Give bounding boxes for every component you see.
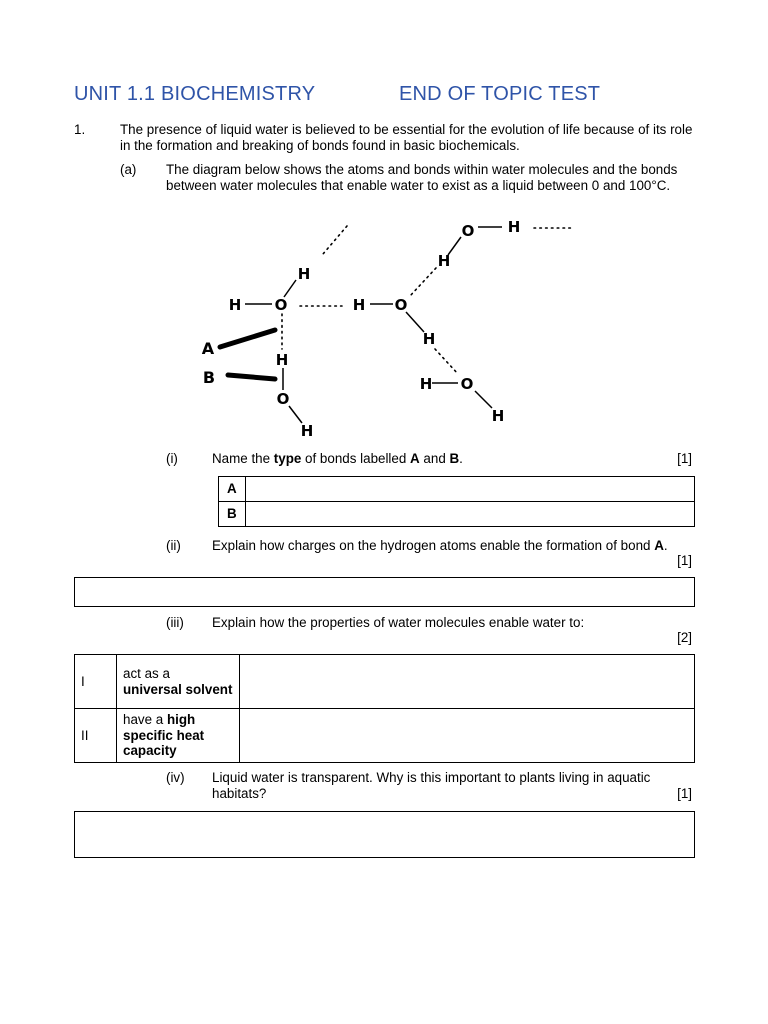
table-row xyxy=(219,477,695,502)
unit-title: UNIT 1.1 BIOCHEMISTRY xyxy=(74,83,316,105)
table-row xyxy=(75,655,695,709)
part-a-text: The diagram below shows the atoms and bonds within water molecules and the bonds between water molecules that enable water to exist as a liquid between 0 and 100°C. xyxy=(166,162,678,193)
hydrogen-bond xyxy=(323,226,347,254)
part-iii-label: (iii) xyxy=(166,615,184,630)
water-molecules-diagram xyxy=(0,0,768,450)
part-i-marks: [1] xyxy=(677,451,692,466)
part-iv-question: Liquid water is transparent. Why is this important to plants living in aquatic habitats? xyxy=(212,770,651,801)
atom-h: H xyxy=(422,330,436,348)
answer-iv-box[interactable] xyxy=(74,811,695,858)
text: Name the xyxy=(212,451,274,466)
part-i-label: (i) xyxy=(166,451,178,466)
covalent-bond xyxy=(289,406,302,423)
part-iii-marks: [2] xyxy=(677,630,692,645)
bond-type-table xyxy=(218,476,695,527)
bold-text: universal solvent xyxy=(123,681,233,697)
hydrogen-bond xyxy=(435,349,458,374)
hydrogen-bond xyxy=(410,268,436,296)
atom-o: O xyxy=(274,296,288,314)
table-row xyxy=(219,502,695,527)
covalent-bond xyxy=(475,391,492,408)
atom-h: H xyxy=(300,422,314,440)
part-ii-marks: [1] xyxy=(677,553,692,568)
bold-text: type xyxy=(273,451,302,466)
atom-h: H xyxy=(491,407,505,425)
atom-h: H xyxy=(507,218,521,236)
table-row xyxy=(75,709,695,763)
atom-h: H xyxy=(419,375,433,393)
test-title: END OF TOPIC TEST xyxy=(399,83,601,105)
row-number: I xyxy=(75,655,117,709)
text: Explain how charges on the hydrogen atoms enable the formation of bond xyxy=(212,538,651,553)
row-label: B xyxy=(219,502,246,527)
bold-text: B xyxy=(449,451,460,466)
question-intro: The presence of liquid water is believed to be essential for the evolution of life because of its role in the formation and breaking of bonds found in basic biochemicals. xyxy=(120,122,693,153)
atom-o: O xyxy=(394,296,408,314)
atom-h: H xyxy=(352,296,366,314)
row-label: A xyxy=(219,477,246,502)
label-a: A xyxy=(201,339,215,358)
atom-h: H xyxy=(437,252,451,270)
answer-heat-capacity-field[interactable] xyxy=(240,709,695,763)
part-i-question xyxy=(212,451,463,467)
part-a-label: (a) xyxy=(120,162,137,177)
atom-o: O xyxy=(461,222,475,240)
answer-ii-box[interactable] xyxy=(74,577,695,607)
label-b-pointer xyxy=(228,375,275,379)
atom-o: O xyxy=(276,390,290,408)
bold-text: A xyxy=(654,538,664,553)
atom-h: H xyxy=(297,265,311,283)
property-cell xyxy=(117,655,240,709)
property-cell xyxy=(117,709,240,763)
text: of bonds labelled xyxy=(301,451,411,466)
atom-h: H xyxy=(228,296,242,314)
answer-b-field[interactable] xyxy=(246,502,695,527)
question-number: 1. xyxy=(74,122,86,137)
text: and xyxy=(419,451,450,466)
part-ii-label: (ii) xyxy=(166,538,181,553)
properties-table xyxy=(74,654,695,763)
part-iv-marks: [1] xyxy=(677,786,692,801)
covalent-bond xyxy=(284,280,296,297)
bold-text: A xyxy=(410,451,420,466)
text: have a xyxy=(123,712,167,728)
atom-h: H xyxy=(275,351,289,369)
part-iii-question: Explain how the properties of water molecules enable water to: xyxy=(212,615,585,630)
part-iv-label: (iv) xyxy=(166,770,185,785)
covalent-bond xyxy=(406,312,424,332)
answer-universal-solvent-field[interactable] xyxy=(240,655,695,709)
label-b: B xyxy=(202,368,216,387)
row-number: II xyxy=(75,709,117,763)
answer-a-field[interactable] xyxy=(246,477,695,502)
text: . xyxy=(663,538,668,553)
bold-text: high specific heat capacity xyxy=(123,712,205,759)
label-a-pointer xyxy=(220,330,275,347)
part-ii-question xyxy=(212,538,682,554)
text: . xyxy=(459,451,463,466)
text: act as a xyxy=(123,666,170,681)
atom-o: O xyxy=(460,375,474,393)
